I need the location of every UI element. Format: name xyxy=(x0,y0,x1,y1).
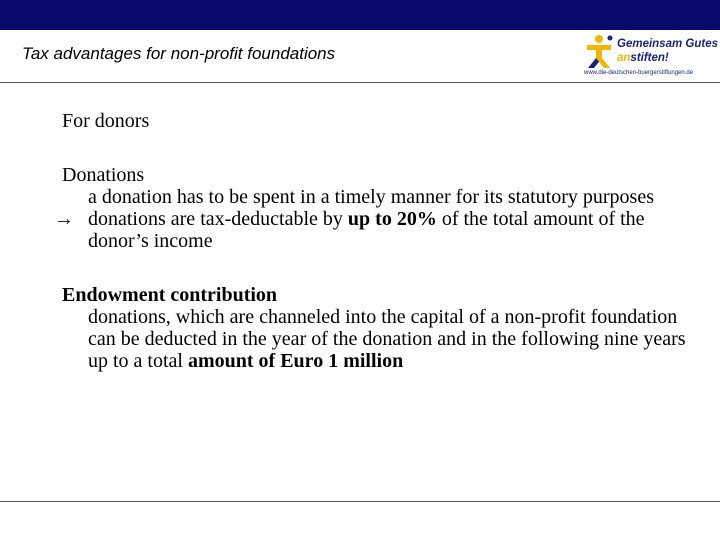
header-divider xyxy=(0,82,720,83)
endowment-text-bold: amount of Euro 1 million xyxy=(187,350,404,372)
footer-divider xyxy=(0,501,720,502)
section-heading-donors: For donors xyxy=(62,110,150,132)
donations-text-2-post: of the total amount of the donor’s income xyxy=(88,208,645,252)
top-bar xyxy=(0,0,720,30)
donations-heading: Donations xyxy=(62,164,145,186)
foundation-logo-icon xyxy=(584,34,614,68)
logo-url: www.die-deutschen-buergerstiftungen.de xyxy=(584,70,694,76)
logo-text-line2 xyxy=(617,52,669,64)
donations-text-2 xyxy=(54,208,702,252)
endowment-heading xyxy=(62,284,702,306)
logo xyxy=(584,34,718,78)
logo-text-rest: stiften! xyxy=(630,52,669,64)
endowment-text xyxy=(62,306,702,372)
page-title: Tax advantages for non-profit foundations xyxy=(22,44,336,63)
donations-text-1: a donation has to be spent in a timely manner for its statutory purposes xyxy=(88,186,654,208)
content xyxy=(54,110,702,372)
logo-text-line1: Gemeinsam Gutes xyxy=(617,38,718,50)
endowment-text-pre: donations, which are channeled into the capital of a non-profit foundation can be deducted in the year of the donation and in the following nine years up to a total xyxy=(88,306,686,372)
arrow-icon: → xyxy=(54,208,74,230)
donations-text-2-pre: donations are tax-deductable by xyxy=(88,208,343,230)
donations-text-2-bold: up to 20% xyxy=(347,208,437,230)
endowment-heading-text: Endowment contribution xyxy=(62,284,278,306)
logo-text-accent: an xyxy=(617,52,631,64)
